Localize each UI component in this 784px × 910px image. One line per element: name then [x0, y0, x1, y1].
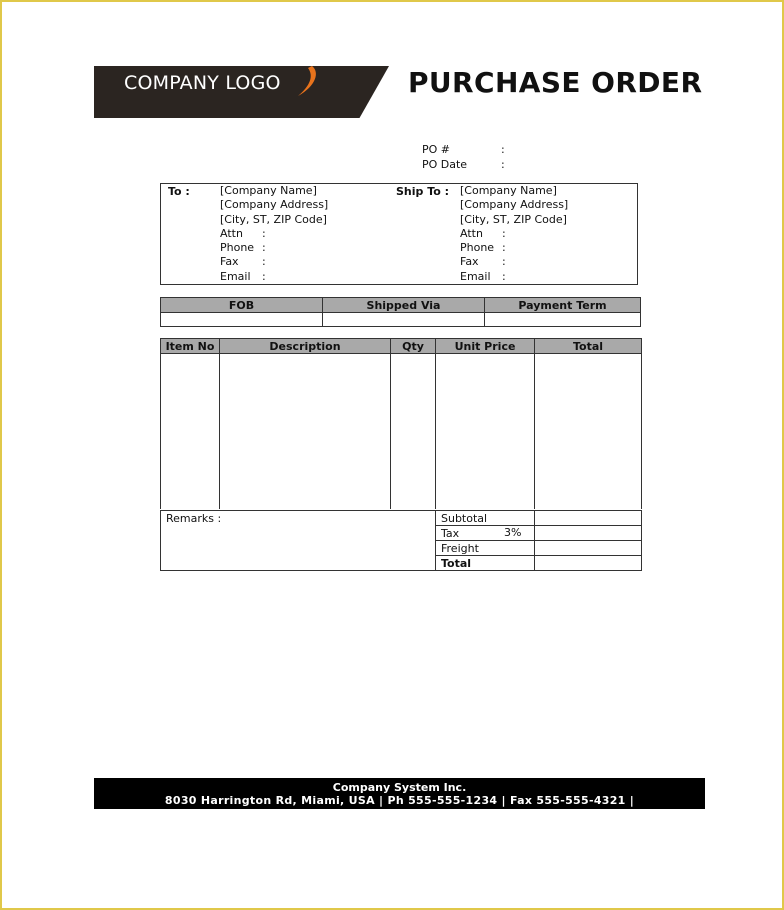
- description-column[interactable]: [220, 354, 391, 510]
- to-company-name: [Company Name]: [220, 184, 317, 197]
- payment-term-cell[interactable]: [485, 313, 641, 327]
- description-header: Description: [220, 339, 391, 354]
- subtotal-value[interactable]: [535, 511, 642, 526]
- to-city: [City, ST, ZIP Code]: [220, 212, 327, 226]
- po-number-colon: :: [501, 143, 505, 156]
- remarks-label: Remarks :: [166, 512, 222, 525]
- shipping-table: [160, 297, 641, 327]
- po-info: [422, 142, 522, 172]
- to-email: Email :: [220, 269, 266, 283]
- tax-value[interactable]: [535, 526, 642, 541]
- to-label: To :: [168, 185, 190, 198]
- fob-header: FOB: [161, 298, 323, 313]
- item-no-header: Item No: [161, 339, 220, 354]
- payment-term-header: Payment Term: [485, 298, 641, 313]
- grand-total-label: Total: [436, 556, 535, 571]
- po-date-label: PO Date: [422, 158, 468, 171]
- po-number-row: [422, 142, 522, 157]
- ship-company-address: [Company Address]: [460, 198, 569, 212]
- remarks-cell[interactable]: [161, 511, 436, 571]
- po-date-row: [422, 157, 522, 172]
- freight-value[interactable]: [535, 541, 642, 556]
- company-logo: COMPANY LOGO: [124, 72, 281, 94]
- to-company-address: [Company Address]: [220, 198, 329, 212]
- ship-fax: Fax :: [460, 255, 506, 269]
- total-column[interactable]: [535, 354, 642, 510]
- ship-city: [City, ST, ZIP Code]: [460, 212, 567, 226]
- to-phone: Phone :: [220, 241, 266, 255]
- subtotal-label: Subtotal: [436, 511, 535, 526]
- ship-phone: Phone :: [460, 241, 506, 255]
- fob-cell[interactable]: [161, 313, 323, 327]
- item-no-column[interactable]: [161, 354, 220, 510]
- ship-to-address: [460, 184, 568, 284]
- qty-column[interactable]: [391, 354, 436, 510]
- logo-swoosh-icon: [290, 64, 324, 98]
- to-attn: Attn :: [220, 226, 266, 240]
- unit-price-header: Unit Price: [436, 339, 535, 354]
- items-table: [160, 338, 642, 509]
- freight-label: Freight: [436, 541, 535, 556]
- ship-attn: Attn :: [460, 226, 506, 240]
- to-fax: Fax :: [220, 255, 266, 269]
- footer-contact: 8030 Harrington Rd, Miami, USA | Ph 555-555-1234 | Fax 555-555-4321 | info@companywebsite.com: [164, 794, 635, 820]
- shipped-via-cell[interactable]: [323, 313, 485, 327]
- footer: [94, 778, 705, 820]
- footer-company: Company System Inc.: [332, 781, 467, 794]
- unit-price-column[interactable]: [436, 354, 535, 510]
- ship-email: Email :: [460, 269, 506, 283]
- grand-total-value[interactable]: [535, 556, 642, 571]
- qty-header: Qty: [391, 339, 436, 354]
- to-address: [220, 184, 328, 284]
- shipped-via-header: Shipped Via: [323, 298, 485, 313]
- tax-rate: 3%: [504, 526, 522, 539]
- tax-cell: [436, 526, 535, 541]
- po-date-colon: :: [501, 158, 505, 171]
- tax-label: Tax: [441, 526, 460, 540]
- address-box: [160, 183, 638, 285]
- total-header: Total: [535, 339, 642, 354]
- summary-table: [160, 510, 642, 571]
- document-title: PURCHASE ORDER: [408, 66, 703, 99]
- ship-company-name: [Company Name]: [460, 184, 557, 197]
- ship-to-label: Ship To :: [396, 185, 450, 198]
- po-number-label: PO #: [422, 143, 451, 156]
